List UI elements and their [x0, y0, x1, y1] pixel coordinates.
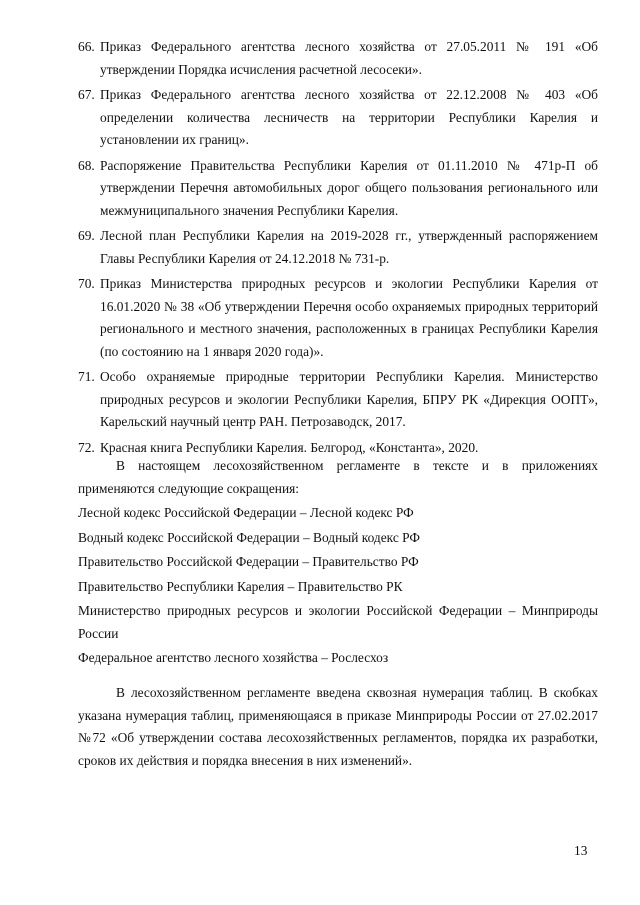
reference-text: Красная книга Республики Карелия. Белгород, «Константа», 2020. — [100, 439, 479, 455]
reference-text: Особо охраняемые природные территории Республики Карелия. Министерство природных ресурсов и экологии Республики Карелия, БПРУ РК «Дирекция ООПТ», Карельский научный центр РАН. Петрозаводск, 2017. — [100, 369, 598, 429]
reference-item — [78, 366, 598, 434]
reference-text: Приказ Министерства природных ресурсов и экологии Республики Карелия от 16.01.2020 № 38 «Об утверждении Перечня особо охраняемых природных территорий регионального и местного значения, расположенных в границах Республики Карелия (по состоянию на 1 января 2020 года)». — [100, 276, 598, 359]
reference-text: Приказ Федерального агентства лесного хозяйства от 22.12.2008 № 403 «Об определении количества лесничеств на территории Республики Карелия и установлении их границ». — [100, 87, 598, 147]
abbreviation-item: Правительство Республики Карелия – Правительство РК — [78, 578, 403, 594]
reference-item — [78, 84, 598, 152]
reference-list — [78, 36, 598, 462]
reference-item — [78, 155, 598, 223]
reference-number: 72. — [78, 439, 95, 455]
abbreviations-intro: В настоящем лесохозяйственном регламенте в тексте и в приложениях применяются следующие сокращения: — [78, 458, 598, 496]
numbering-note: В лесохозяйственном регламенте введена сквозная нумерация таблиц. В скобках указана нумерация таблиц, применяющаяся в приказе Минприроды России от 27.02.2017 №72 «Об утверждении состава лесохозяйственных регламентов, порядка их разработки, сроков их действия и порядка внесения в них изменений». — [78, 685, 598, 768]
abbreviation-item: Федеральное агентство лесного хозяйства – Рослесхоз — [78, 650, 389, 665]
abbreviation-item: Министерство природных ресурсов и экологии Российской Федерации – Минприроды России — [78, 603, 598, 641]
reference-item — [78, 225, 598, 270]
reference-number: 67. — [78, 87, 95, 102]
reference-text: Распоряжение Правительства Республики Карелия от 01.11.2010 № 471р-П об утверждении Перечня автомобильных дорог общего пользования регионального или межмуниципального значения Республики Карелия. — [100, 157, 598, 218]
reference-text: Лесной план Республики Карелия на 2019-2028 гг., утвержденный распоряжением Главы Республики Карелия от 24.12.2018 № 731-р. — [100, 228, 598, 266]
reference-number: 71. — [78, 369, 95, 384]
reference-number: 70. — [78, 276, 95, 291]
reference-item — [78, 36, 598, 81]
reference-number: 69. — [78, 228, 95, 243]
abbreviations-section — [78, 455, 598, 670]
abbreviation-item: Водный кодекс Российской Федерации – Водный кодекс РФ — [78, 529, 420, 545]
reference-item — [78, 273, 598, 363]
reference-number: 68. — [78, 157, 95, 173]
numbering-note-section — [78, 682, 598, 772]
reference-number: 66. — [78, 39, 95, 54]
abbreviation-item: Лесной кодекс Российской Федерации – Лесной кодекс РФ — [78, 505, 414, 520]
abbreviation-item: Правительство Российской Федерации – Правительство РФ — [78, 554, 419, 569]
reference-text: Приказ Федерального агентства лесного хозяйства от 27.05.2011 № 191 «Об утверждении Порядка исчисления расчетной лесосеки». — [100, 39, 598, 77]
page-number: 13 — [574, 843, 588, 858]
